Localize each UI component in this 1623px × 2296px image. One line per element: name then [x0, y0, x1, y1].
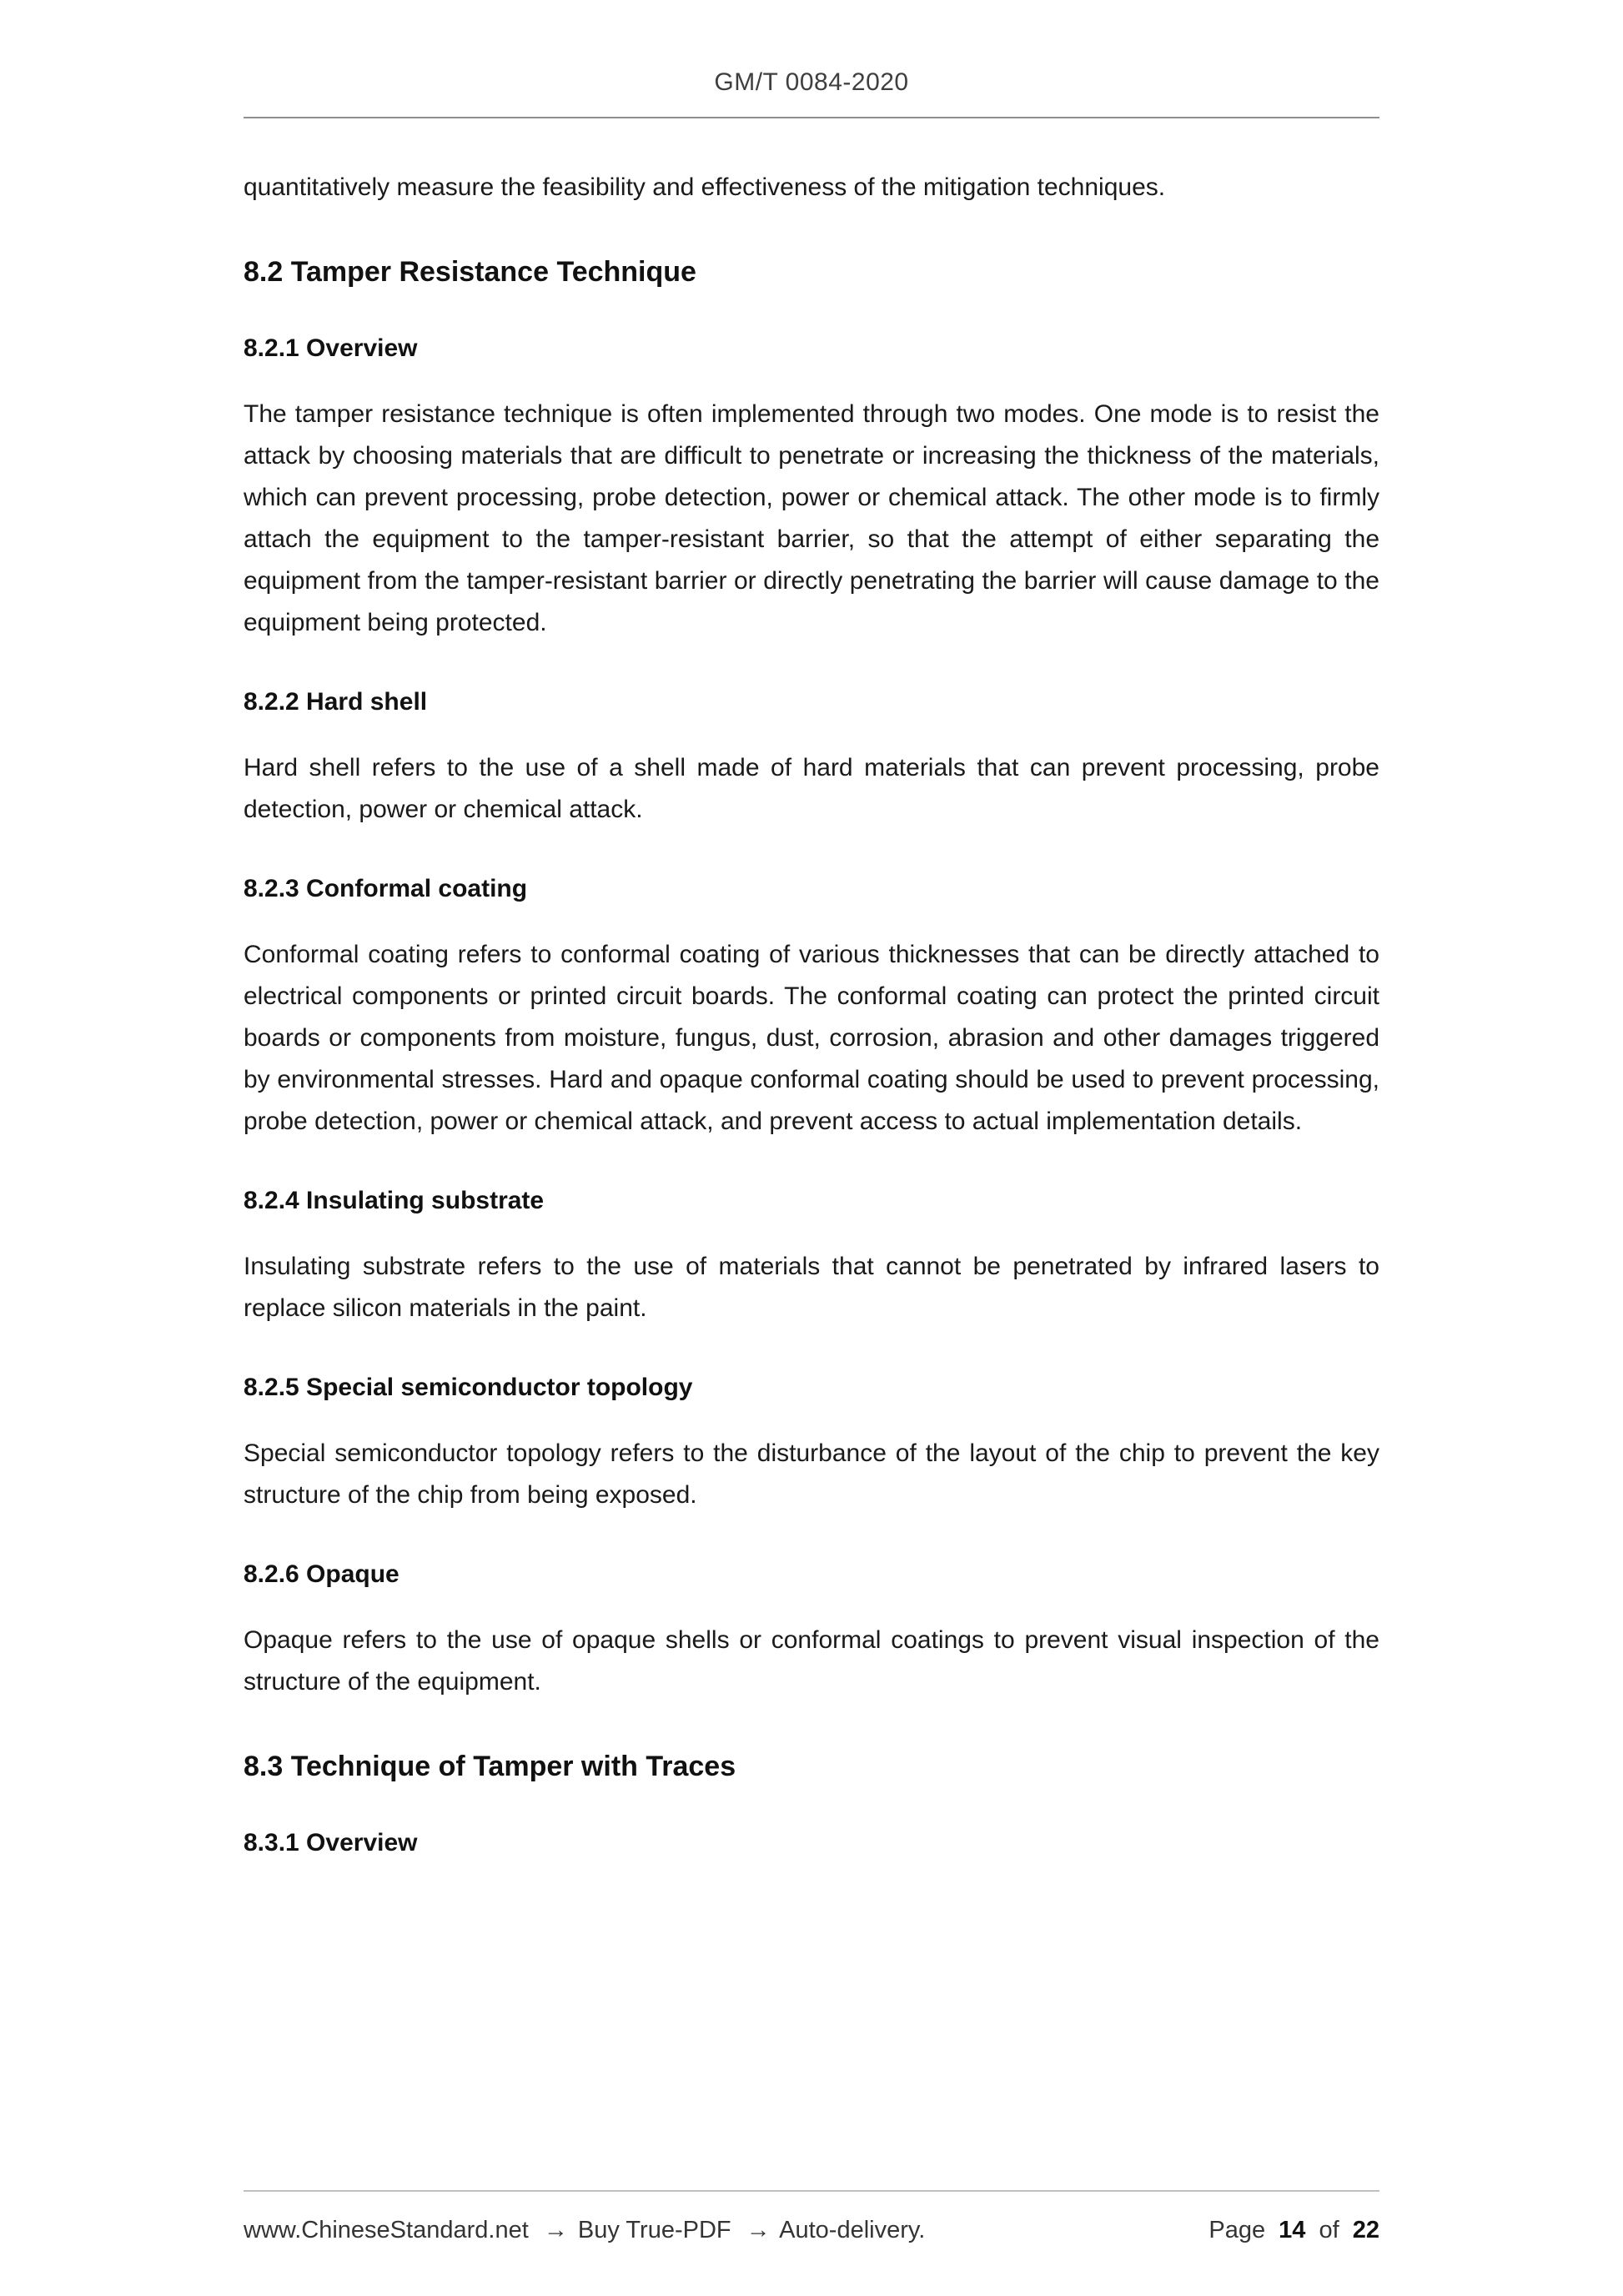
footer-buy-label: Buy True-PDF	[577, 2217, 731, 2243]
subsection-heading-8-2-4: 8.2.4 Insulating substrate	[244, 1187, 545, 1214]
paragraph-8-2-1: The tamper resistance technique is often implemented through two modes. One mode is to resist the attack by choosing materials that are difficult to penetrate or increasing the thickness of the materials, which can prevent processing, probe detection, power or chemical attack. The other mode is to firmly attach the equipment to the tamper-resistant barrier, so that the attempt of either separating the equipment from the tamper-resistant barrier or directly penetrating the barrier will cause damage to the equipment being protected.	[244, 400, 1379, 636]
subsection-heading-8-2-3: 8.2.3 Conformal coating	[244, 875, 528, 902]
page-current-number: 14	[1279, 2217, 1306, 2243]
header-doc-number: GM/T 0084-2020	[714, 68, 909, 96]
right-arrow-icon: →	[746, 2217, 771, 2243]
footer-row	[244, 2217, 1379, 2244]
subsection-heading-8-2-5: 8.2.5 Special semiconductor topology	[244, 1374, 693, 1401]
document-content	[0, 118, 1623, 1860]
footer-site-link[interactable]: www.ChineseStandard.net	[244, 2217, 529, 2243]
page-number-indicator	[1202, 2217, 1379, 2244]
paragraph-continuation: quantitatively measure the feasibility and effectiveness of the mitigation techniques.	[244, 173, 1166, 201]
paragraph-8-2-3: Conformal coating refers to conformal coating of various thicknesses that can be directly attached to electrical components or printed circuit boards. The conformal coating can protect the printed circuit boards or components from moisture, fungus, dust, corrosion, abrasion and other damages triggered by environmental stresses. Hard and opaque conformal coating should be used to prevent processing, probe detection, power or chemical attack, and prevent access to actual implementation details.	[244, 941, 1379, 1135]
paragraph-8-2-5: Special semiconductor topology refers to the disturbance of the layout of the chip to prevent the key structure of the chip from being exposed.	[244, 1439, 1379, 1509]
page-total-number: 22	[1352, 2217, 1379, 2243]
paragraph-8-2-2: Hard shell refers to the use of a shell made of hard materials that can prevent processing, probe detection, power or chemical attack.	[244, 754, 1379, 823]
footer-left	[244, 2217, 933, 2244]
section-heading-8-2: 8.2 Tamper Resistance Technique	[244, 256, 696, 288]
subsection-heading-8-3-1: 8.3.1 Overview	[244, 1829, 418, 1856]
page-label: Page	[1208, 2217, 1266, 2243]
subsection-heading-8-2-6: 8.2.6 Opaque	[244, 1560, 399, 1588]
paragraph-8-2-6: Opaque refers to the use of opaque shells or conformal coatings to prevent visual inspection of the structure of the equipment.	[244, 1626, 1379, 1696]
page-footer	[244, 2190, 1379, 2244]
page-of-label: of	[1319, 2217, 1339, 2243]
footer-delivery-label: Auto-delivery.	[779, 2217, 926, 2243]
subsection-heading-8-2-2: 8.2.2 Hard shell	[244, 688, 428, 716]
section-heading-8-3: 8.3 Technique of Tamper with Traces	[244, 1751, 736, 1782]
footer-rule	[244, 2190, 1379, 2192]
page-header	[0, 0, 1623, 118]
paragraph-8-2-4: Insulating substrate refers to the use of materials that cannot be penetrated by infrared lasers to replace silicon materials in the paint.	[244, 1253, 1379, 1322]
right-arrow-icon: →	[543, 2217, 568, 2243]
subsection-heading-8-2-1: 8.2.1 Overview	[244, 334, 418, 362]
